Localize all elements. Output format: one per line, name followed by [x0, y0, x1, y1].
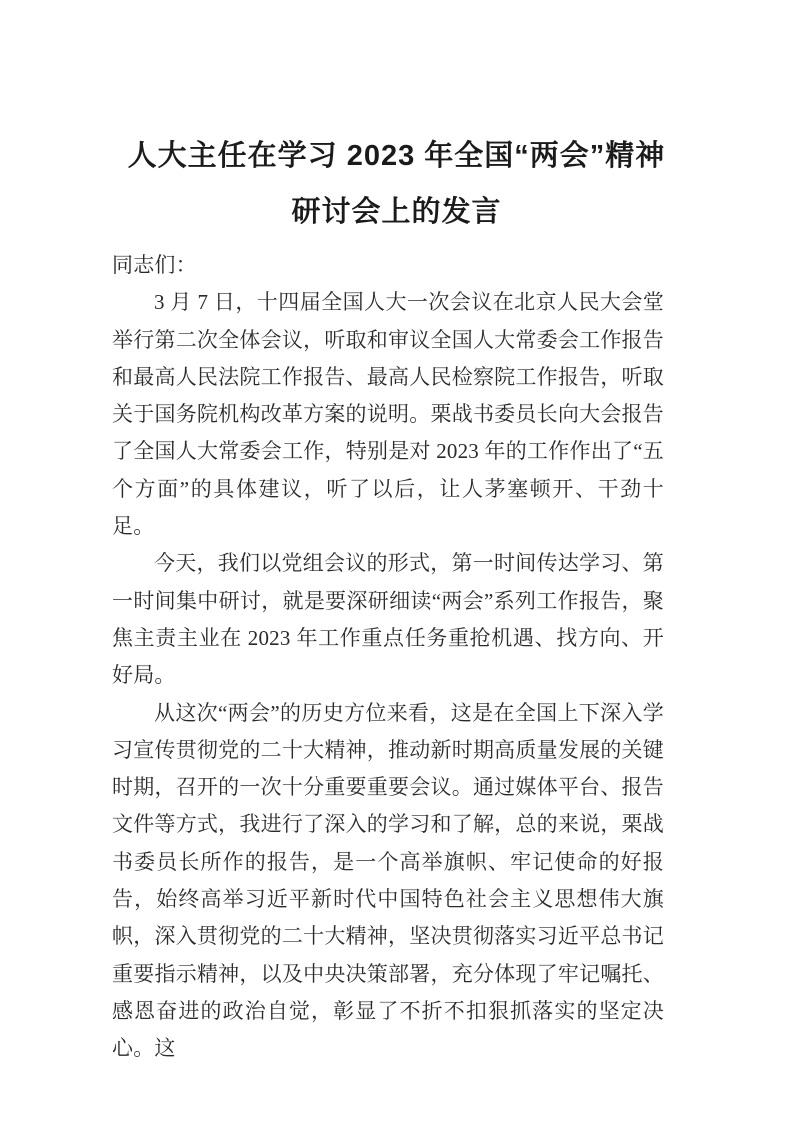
- title-line-1: 人大主任在学习 2023 年全国“两会”精神: [127, 140, 666, 172]
- title-line-2: 研讨会上的发言: [291, 196, 502, 228]
- paragraph: 今天，我们以党组会议的形式，第一时间传达学习、第一时间集中研讨，就是要深研细读“两会”系列工作报告，聚焦主责主业在 2023 年工作重点任务重抢机遇、找方向、开好局。: [112, 551, 664, 688]
- paragraph: 从这次“两会”的历史方位来看，这是在全国上下深入学习宣传贯彻党的二十大精神，推动新时期高质量发展的关键时期，召开的一次十分重要重要会议。通过媒体平台、报告文件等方式，我进行了深入的学习和了解，总的来说，栗战书委员长所作的报告，是一个高举旗帜、牢记使命的好报告，始终高举习近平新时代中国特色社会主义思想伟大旗帜，深入贯彻党的二十大精神，坚决贯彻落实习近平总书记重要指示精神，以及中央决策部署，充分体现了牢记嘱托、感恩奋进的政治自觉，彰显了不折不扣狠抓落实的坚定决心。这: [112, 700, 664, 1061]
- paragraph: 3 月 7 日，十四届全国人大一次会议在北京人民大会堂举行第二次全体会议，听取和审议全国人大常委会工作报告和最高人民法院工作报告、最高人民检察院工作报告，听取关于国务院机构改革方案的说明。栗战书委员长向大会报告了全国人大常委会工作，特别是对 2023 年的工作作出了“五个方面”的具体建议，听了以后，让人茅塞顿开、干劲十足。: [112, 290, 664, 539]
- salutation: 同志们：: [112, 253, 197, 277]
- document-body: [112, 247, 664, 1068]
- document-title: [0, 0, 793, 240]
